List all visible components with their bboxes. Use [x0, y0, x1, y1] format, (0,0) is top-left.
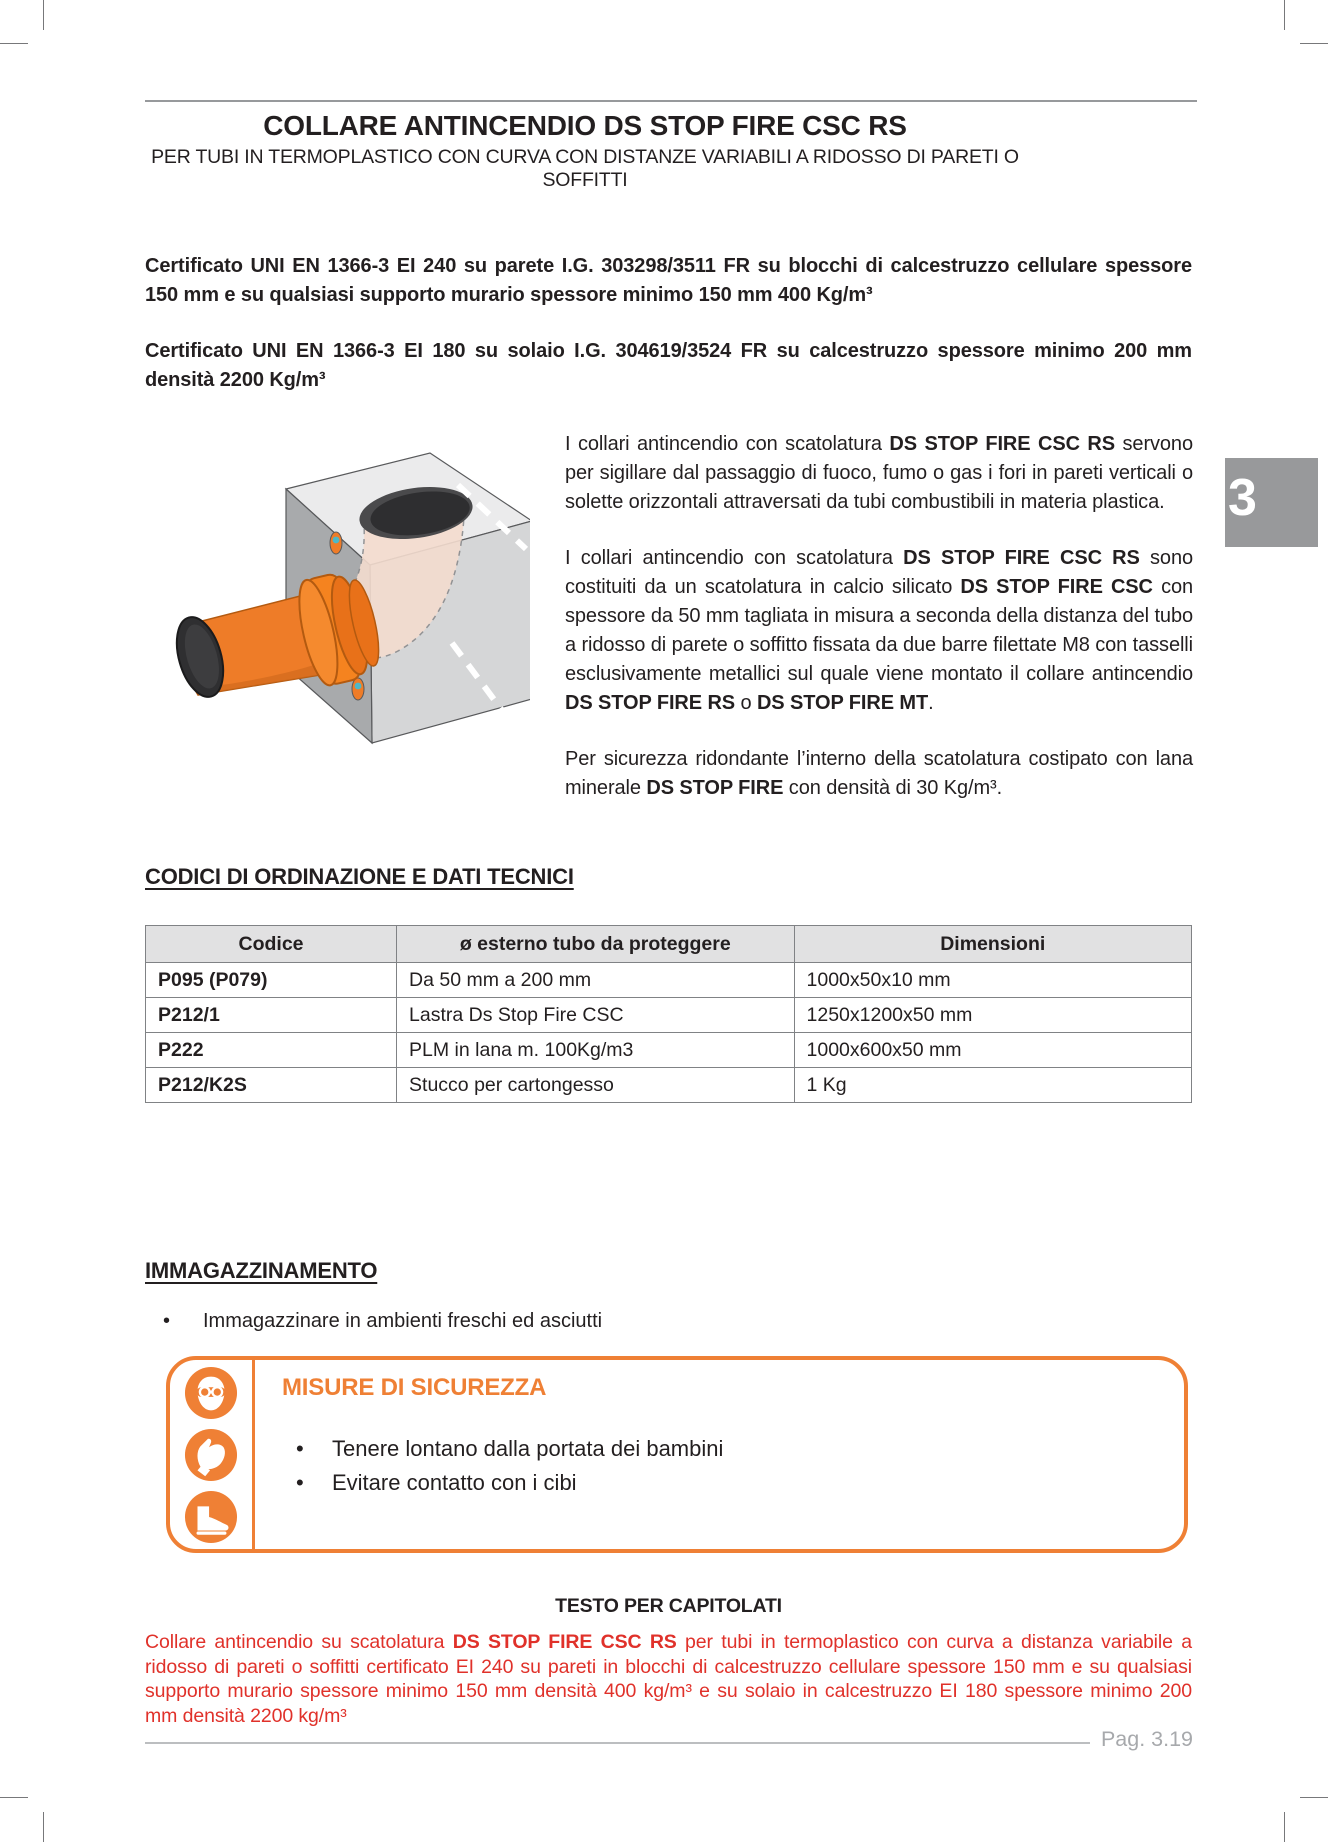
capitolati-heading: TESTO PER CAPITOLATI: [555, 1595, 782, 1617]
page-number: Pag. 3.19: [1100, 1727, 1193, 1751]
bullet-marker: •: [163, 1310, 171, 1332]
chapter-tab: 3: [1225, 458, 1318, 547]
column-header-dimensioni: Dimensioni: [794, 926, 1192, 963]
safety-icons-column: [170, 1360, 252, 1549]
cell-dimensioni: 1000x600x50 mm: [794, 1033, 1192, 1068]
table-header-row: [146, 926, 1192, 963]
page-title: COLLARE ANTINCENDIO DS STOP FIRE CSC RS: [263, 110, 907, 141]
storage-section-heading: IMMAGAZZINAMENTO: [145, 1258, 378, 1283]
crop-mark-top-right-h: [1300, 43, 1328, 44]
safety-boot-icon: [184, 1490, 238, 1544]
cell-diametro: Lastra Ds Stop Fire CSC: [397, 998, 794, 1033]
crop-mark-bottom-right-v: [1284, 1812, 1285, 1842]
safety-goggles-icon: [184, 1366, 238, 1420]
header-rule: [145, 100, 1197, 102]
capitolati-paragraph: Collare antincendio su scatolatura DS STOP FIRE CSC RS per tubi in termoplastico con curva a distanza variabile a ridosso di pareti o soffitti certificato EI 240 su pareti in blocchi di calcestruzzo cellulare spessore 150 mm e su qualsiasi supporto murario spessore minimo 150 mm densità 400 kg/m³ e su solaio in calcestruzzo EI 180 spessore minimo 200 mm densità 2200 kg/m³: [145, 1631, 1192, 1727]
cell-dimensioni: 1000x50x10 mm: [794, 963, 1192, 998]
intro-text-column: [565, 430, 1193, 830]
safety-items-list: [296, 1432, 723, 1500]
page-header: [145, 110, 1025, 192]
cell-diametro: PLM in lana m. 100Kg/m3: [397, 1033, 794, 1068]
safety-item-text: Tenere lontano dalla portata dei bambini: [332, 1436, 724, 1461]
ordering-codes-table: [145, 925, 1192, 1103]
cell-diametro: Stucco per cartongesso: [397, 1068, 794, 1103]
column-header-diametro: ø esterno tubo da proteggere: [397, 926, 794, 963]
safety-list-item: [296, 1432, 723, 1466]
crop-mark-top-left-h: [0, 43, 28, 44]
certificates-section: [145, 252, 1192, 422]
crop-mark-bottom-right-h: [1300, 1797, 1328, 1798]
crop-mark-bottom-left-h: [0, 1797, 28, 1798]
safety-box-divider: [252, 1360, 255, 1549]
table-row: [146, 963, 1192, 998]
bullet-marker: •: [296, 1436, 304, 1461]
safety-list-item: [296, 1466, 723, 1500]
table-row: [146, 1033, 1192, 1068]
cell-codice: P212/K2S: [146, 1068, 397, 1103]
intro-paragraph: I collari antincendio con scatolatura DS STOP FIRE CSC RS servono per sigillare dal passaggio di fuoco, fumo o gas i fori in pareti verticali o solette orizzontali attraversati da tubi combustibili in materia plastica.: [565, 433, 1193, 513]
cell-dimensioni: 1 Kg: [794, 1068, 1192, 1103]
table-row: [146, 1068, 1192, 1103]
safety-measures-box: [166, 1356, 1188, 1553]
cell-diametro: Da 50 mm a 200 mm: [397, 963, 794, 998]
footer-rule: [145, 1742, 1090, 1744]
table-row: [146, 998, 1192, 1033]
crop-mark-top-left-v: [43, 0, 44, 30]
crop-mark-top-right-v: [1284, 0, 1285, 30]
cell-codice: P212/1: [146, 998, 397, 1033]
page-subtitle: PER TUBI IN TERMOPLASTICO CON CURVA CON DISTANZE VARIABILI A RIDOSSO DI PARETI O SOFFITTI: [151, 146, 1019, 191]
bullet-marker: •: [296, 1470, 304, 1495]
storage-item-text: Immagazzinare in ambienti freschi ed asciutti: [203, 1310, 603, 1332]
intro-paragraph: Per sicurezza ridondante l’interno della scatolatura costipato con lana minerale DS STOP FIRE con densità di 30 Kg/m³.: [565, 748, 1193, 799]
protective-gloves-icon: [184, 1428, 238, 1482]
storage-list-item: [163, 1310, 1063, 1333]
cell-codice: P222: [146, 1033, 397, 1068]
cell-dimensioni: 1250x1200x50 mm: [794, 998, 1192, 1033]
certificate-paragraph: Certificato UNI EN 1366-3 EI 240 su parete I.G. 303298/3511 FR su blocchi di calcestruzzo cellulare spessore 150 mm e su qualsiasi supporto murario spessore minimo 150 mm 400 Kg/m³: [145, 255, 1192, 306]
certificate-paragraph: Certificato UNI EN 1366-3 EI 180 su solaio I.G. 304619/3524 FR su calcestruzzo spessore minimo 200 mm densità 2200 Kg/m³: [145, 340, 1192, 391]
column-header-codice: Codice: [146, 926, 397, 963]
cell-codice: P095 (P079): [146, 963, 397, 998]
intro-paragraph: I collari antincendio con scatolatura DS STOP FIRE CSC RS sono costituiti da un scatolatura in calcio silicato DS STOP FIRE CSC con spessore da 50 mm tagliata in misura a seconda della distanza del tubo a ridosso di parete o soffitto fissata da due barre filettate M8 con tasselli esclusivamente metallici sul quale viene montato il collare antincendio DS STOP FIRE RS o DS STOP FIRE MT.: [565, 547, 1194, 714]
crop-mark-bottom-left-v: [43, 1812, 44, 1842]
fire-collar-block-drawing: [158, 425, 530, 747]
product-illustration: [158, 425, 530, 747]
safety-box-title: MISURE DI SICUREZZA: [282, 1374, 547, 1401]
safety-item-text: Evitare contatto con i cibi: [332, 1470, 577, 1495]
ordering-section-heading: CODICI DI ORDINAZIONE E DATI TECNICI: [145, 864, 574, 889]
